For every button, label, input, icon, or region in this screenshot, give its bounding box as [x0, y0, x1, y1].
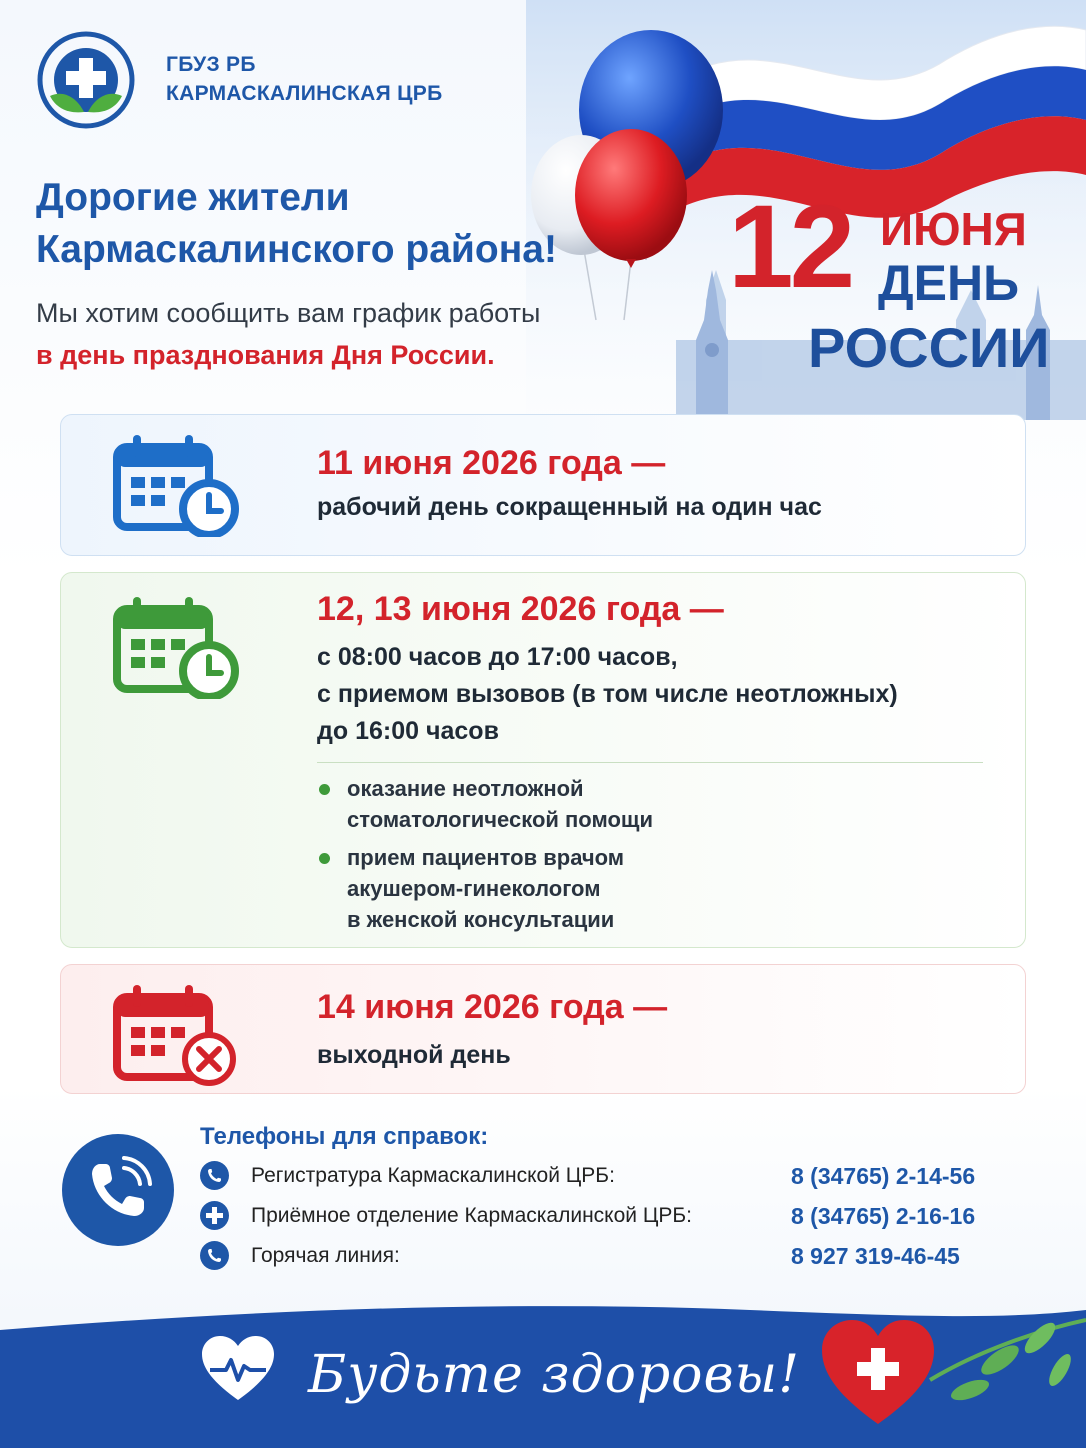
schedule-date: 12, 13 июня 2026 года —	[317, 590, 724, 628]
schedule-card-june-14	[60, 964, 1026, 1094]
hours-line-3: до 16:00 часов	[317, 717, 499, 745]
phone-label: Приёмное отделение Кармаскалинской ЦРБ:	[251, 1204, 692, 1227]
footer-slogan: Будьте здоровы!	[308, 1345, 800, 1405]
list-item-line: акушером-гинекологом	[347, 876, 601, 901]
list-item-line: оказание неотложной	[347, 776, 584, 801]
schedule-card-june-12-13	[60, 572, 1026, 948]
phone-label: Горячая линия:	[251, 1244, 400, 1267]
phone-icon	[200, 1241, 229, 1270]
medical-cross-icon	[200, 1201, 229, 1230]
phone-icon	[200, 1161, 229, 1190]
phone-number[interactable]: 8 (34765) 2-14-56	[791, 1163, 976, 1189]
holiday-word-russia: РОССИИ	[808, 316, 1050, 379]
holiday-month: ИЮНЯ	[880, 203, 1027, 255]
schedule-date: 14 июня 2026 года —	[317, 988, 668, 1026]
calendar-clock-icon	[111, 433, 243, 537]
schedule-description: рабочий день сокращенный на один час	[317, 493, 822, 521]
list-item-line: прием пациентов врачом	[347, 845, 625, 870]
phone-label: Регистратура Кармаскалинской ЦРБ:	[251, 1164, 615, 1187]
clinic-logo-icon	[36, 30, 136, 130]
schedule-description: выходной день	[317, 1041, 511, 1069]
intro-line-2: в день празднования Дня России.	[36, 340, 495, 370]
intro-text	[36, 292, 676, 376]
divider	[317, 762, 983, 763]
hours-line-2: с приемом вызовов (в том числе неотложных)	[317, 680, 898, 708]
calendar-clock-icon	[111, 595, 243, 699]
phone-call-icon	[62, 1134, 174, 1246]
list-item	[317, 842, 977, 935]
services-list	[317, 773, 977, 942]
schedule-hours	[317, 639, 1007, 750]
calendar-cancel-icon	[111, 983, 243, 1087]
phone-row-reception	[200, 1200, 1010, 1232]
org-line-1: ГБУЗ РБ	[166, 53, 256, 76]
hours-line-1: с 08:00 часов до 17:00 часов,	[317, 643, 678, 671]
greeting-line-2: Кармаскалинского района!	[36, 228, 557, 271]
intro-line-1: Мы хотим сообщить вам график работы	[36, 298, 541, 328]
heart-cross-icon	[818, 1316, 938, 1428]
greeting-line-1: Дорогие жители	[36, 176, 350, 219]
phone-number[interactable]: 8 927 319-46-45	[791, 1243, 960, 1269]
greeting-title	[36, 172, 656, 276]
org-line-2: КАРМАСКАЛИНСКАЯ ЦРБ	[166, 82, 443, 105]
schedule-date: 11 июня 2026 года —	[317, 444, 666, 482]
list-item	[317, 773, 977, 835]
list-item-line: в женской консультации	[347, 907, 615, 932]
list-item-line: стоматологической помощи	[347, 807, 653, 832]
schedule-card-june-11	[60, 414, 1026, 556]
holiday-word-day: ДЕНЬ	[878, 255, 1020, 311]
phone-number[interactable]: 8 (34765) 2-16-16	[791, 1203, 976, 1229]
organization-name	[166, 50, 442, 108]
phone-row-hotline	[200, 1240, 1010, 1272]
phone-row-registry	[200, 1160, 1010, 1192]
heart-pulse-icon	[200, 1334, 276, 1404]
phones-title: Телефоны для справок:	[200, 1123, 489, 1150]
holiday-day-number: 12	[728, 181, 852, 313]
